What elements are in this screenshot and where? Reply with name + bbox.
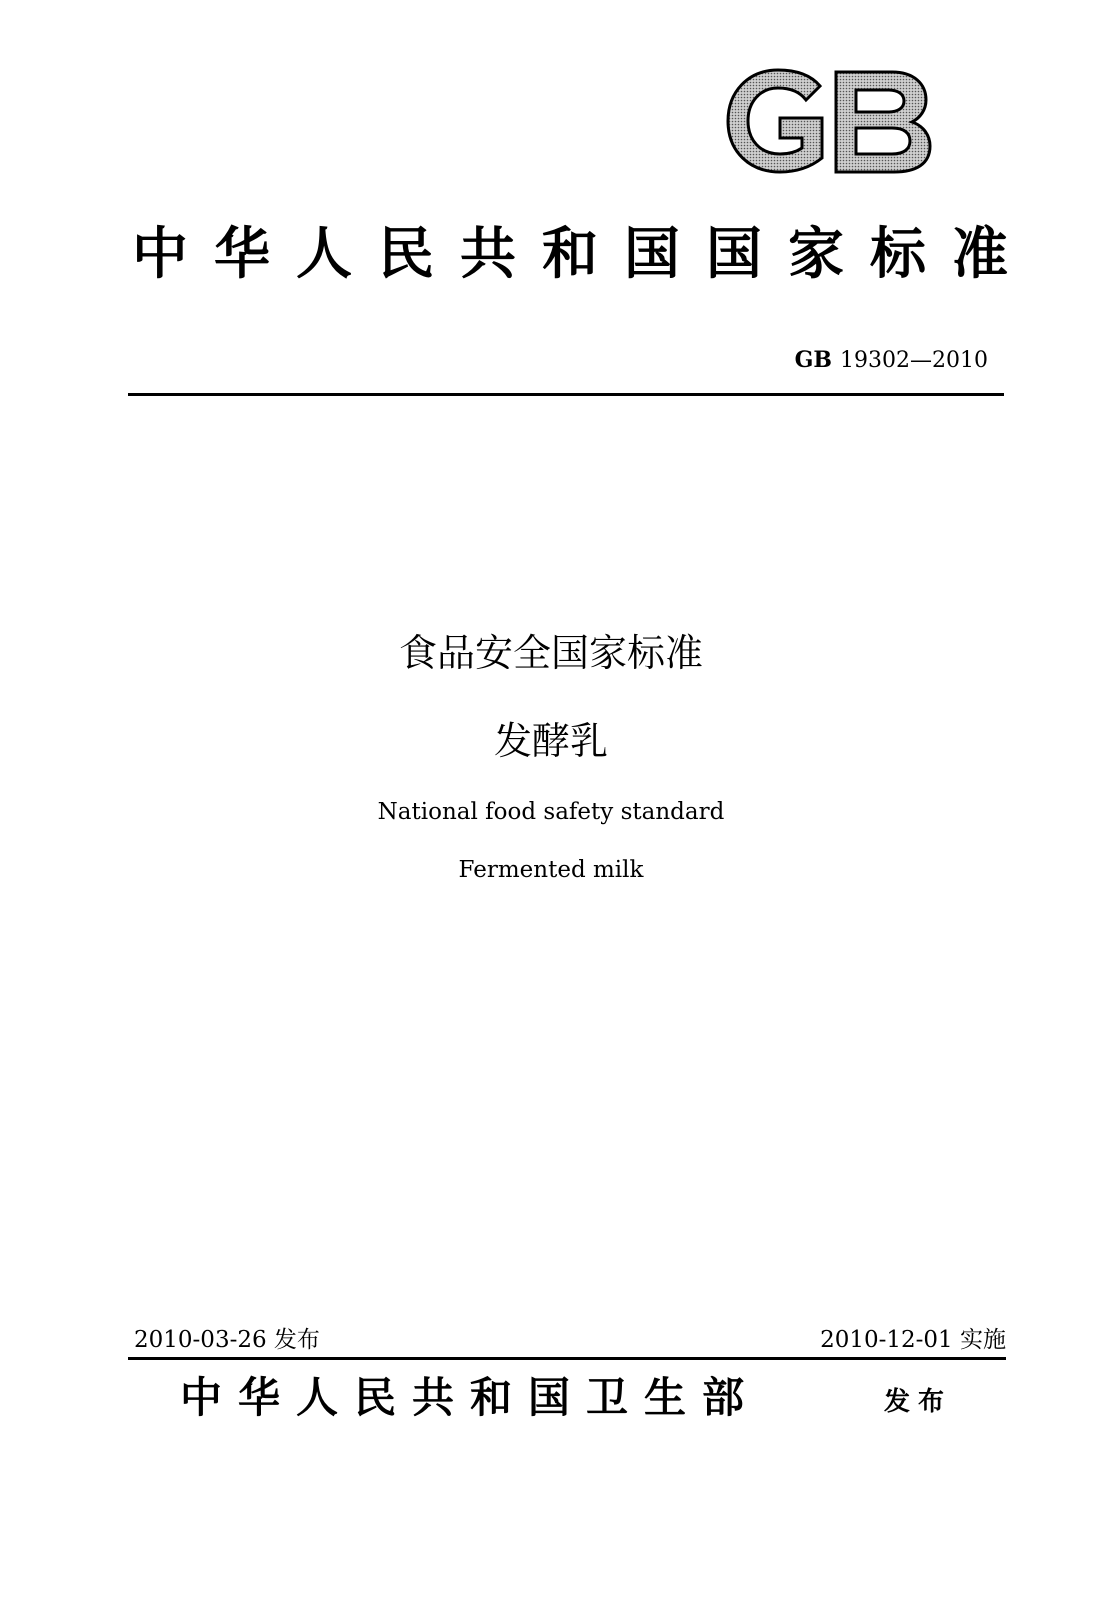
issue-label: 发布 [884,1387,953,1417]
standard-prefix: GB [794,347,833,373]
footer-divider [128,1357,1006,1360]
title-en-line2: Fermented milk [458,857,644,883]
national-standard-heading: 中华人民共和国国家标准 [132,222,1034,287]
issue-date: 2010-03-26 发布 [134,1327,320,1353]
gb-logo-icon [722,66,934,176]
title-cn-line2: 发酵乳 [493,719,608,763]
implementation-date: 2010-12-01 实施 [820,1327,1006,1353]
header-divider [128,393,1004,396]
standard-number [795,346,988,375]
standard-code: 19302—2010 [840,348,988,373]
title-cn-line1: 食品安全国家标准 [398,631,703,675]
title-en-line1: National food safety standard [377,799,725,825]
issuing-ministry: 中华人民共和国卫生部 [180,1373,761,1422]
